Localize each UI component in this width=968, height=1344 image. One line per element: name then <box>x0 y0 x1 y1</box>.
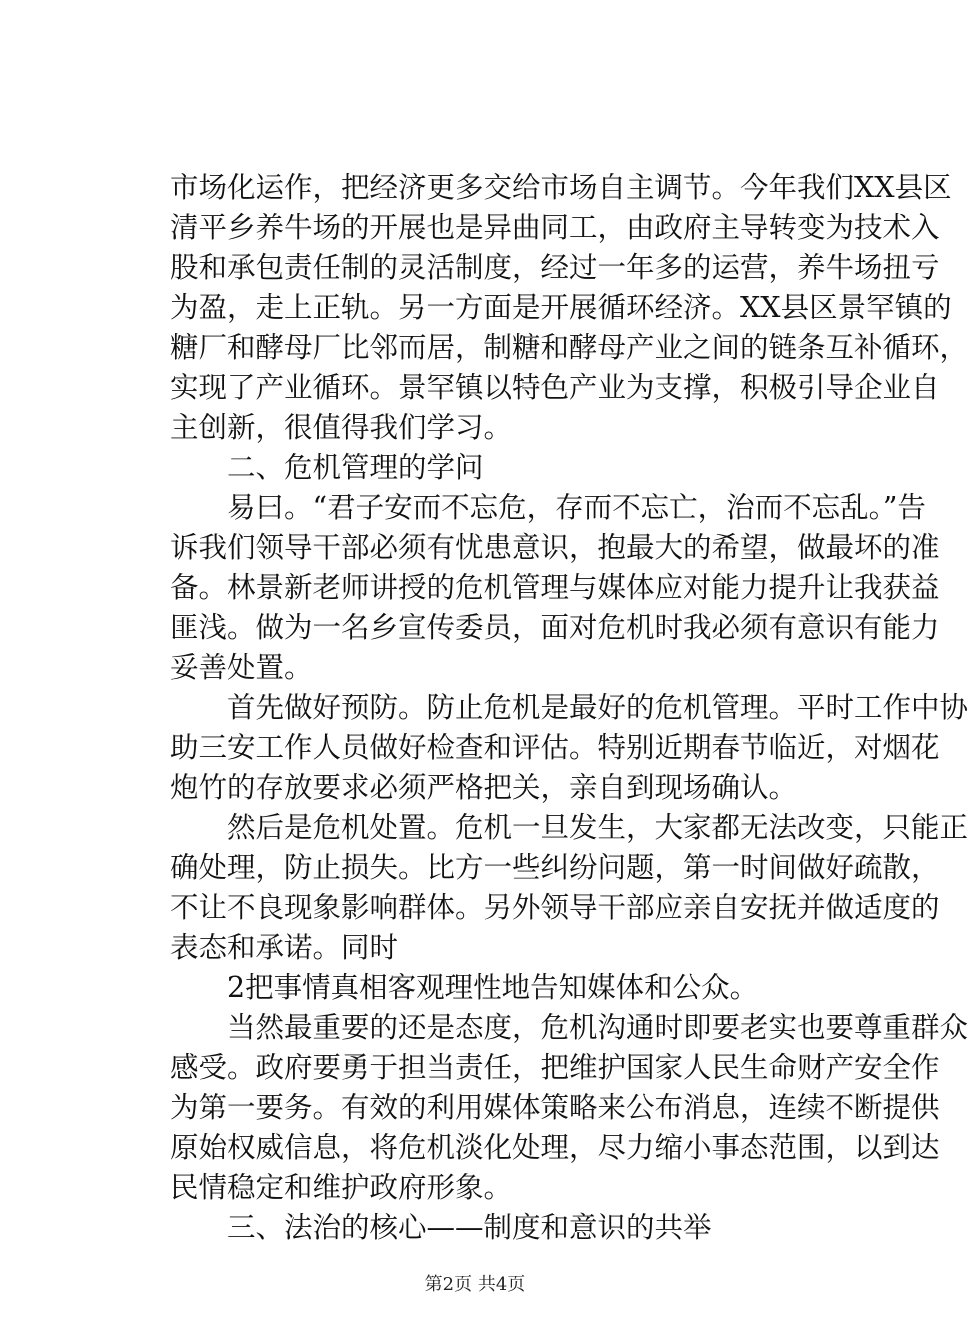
text-line-17: 然后是危机处置。危机一旦发生，大家都无法改变，只能正 <box>227 811 968 844</box>
text-line-9: 易曰。“君子安而不忘危，存而不忘亡，治而不忘乱。”告 <box>227 491 926 524</box>
text-line-21: 2把事情真相客观理性地告知媒体和公众。 <box>227 971 759 1004</box>
text-line-10: 诉我们领导干部必须有忧患意识，抱最大的希望，做最坏的准 <box>170 531 940 564</box>
text-line-3: 股和承包责任制的灵活制度，经过一年多的运营，养牛场扭亏 <box>170 251 940 284</box>
text-line-5: 糖厂和酵母厂比邻而居，制糖和酵母产业之间的链条互补循环， <box>170 331 968 364</box>
text-line-12: 匪浅。做为一名乡宣传委员，面对危机时我必须有意识有能力 <box>170 611 940 644</box>
text-line-18: 确处理，防止损失。比方一些纠纷问题，第一时间做好疏散， <box>170 851 940 884</box>
text-line-4: 为盈，走上正轨。另一方面是开展循环经济。XX县区景罕镇的 <box>170 291 952 324</box>
text-line-26: 民情稳定和维护政府形象。 <box>170 1171 513 1204</box>
text-line-23: 感受。政府要勇于担当责任，把维护国家人民生命财产安全作 <box>170 1051 940 1084</box>
section-heading-3: 三、法治的核心——制度和意识的共举 <box>227 1211 712 1244</box>
text-line-16: 炮竹的存放要求必须严格把关，亲自到现场确认。 <box>170 771 798 804</box>
text-line-2: 清平乡养牛场的开展也是异曲同工，由政府主导转变为技术入 <box>170 211 940 244</box>
text-line-25: 原始权威信息，将危机淡化处理，尽力缩小事态范围，以到达 <box>170 1131 940 1164</box>
page-number-footer: 第2页 共4页 <box>424 1274 526 1295</box>
text-line-1: 市场化运作，把经济更多交给市场自主调节。今年我们XX县区 <box>170 171 952 204</box>
text-line-19: 不让不良现象影响群体。另外领导干部应亲自安抚并做适度的 <box>170 891 940 924</box>
text-line-22: 当然最重要的还是态度，危机沟通时即要老实也要尊重群众 <box>227 1011 968 1044</box>
text-line-20: 表态和承诺。同时 <box>170 931 399 964</box>
text-line-14: 首先做好预防。防止危机是最好的危机管理。平时工作中协 <box>227 691 968 724</box>
text-line-24: 为第一要务。有效的利用媒体策略来公布消息，连续不断提供 <box>170 1091 940 1124</box>
text-line-11: 备。林景新老师讲授的危机管理与媒体应对能力提升让我获益 <box>170 571 940 604</box>
section-heading-2: 二、危机管理的学问 <box>227 451 484 484</box>
text-line-7: 主创新，很值得我们学习。 <box>170 411 513 444</box>
text-line-15: 助三安工作人员做好检查和评估。特别近期春节临近，对烟花 <box>170 731 940 764</box>
text-line-13: 妥善处置。 <box>170 651 313 684</box>
text-line-6: 实现了产业循环。景罕镇以特色产业为支撑，积极引导企业自 <box>170 371 940 404</box>
